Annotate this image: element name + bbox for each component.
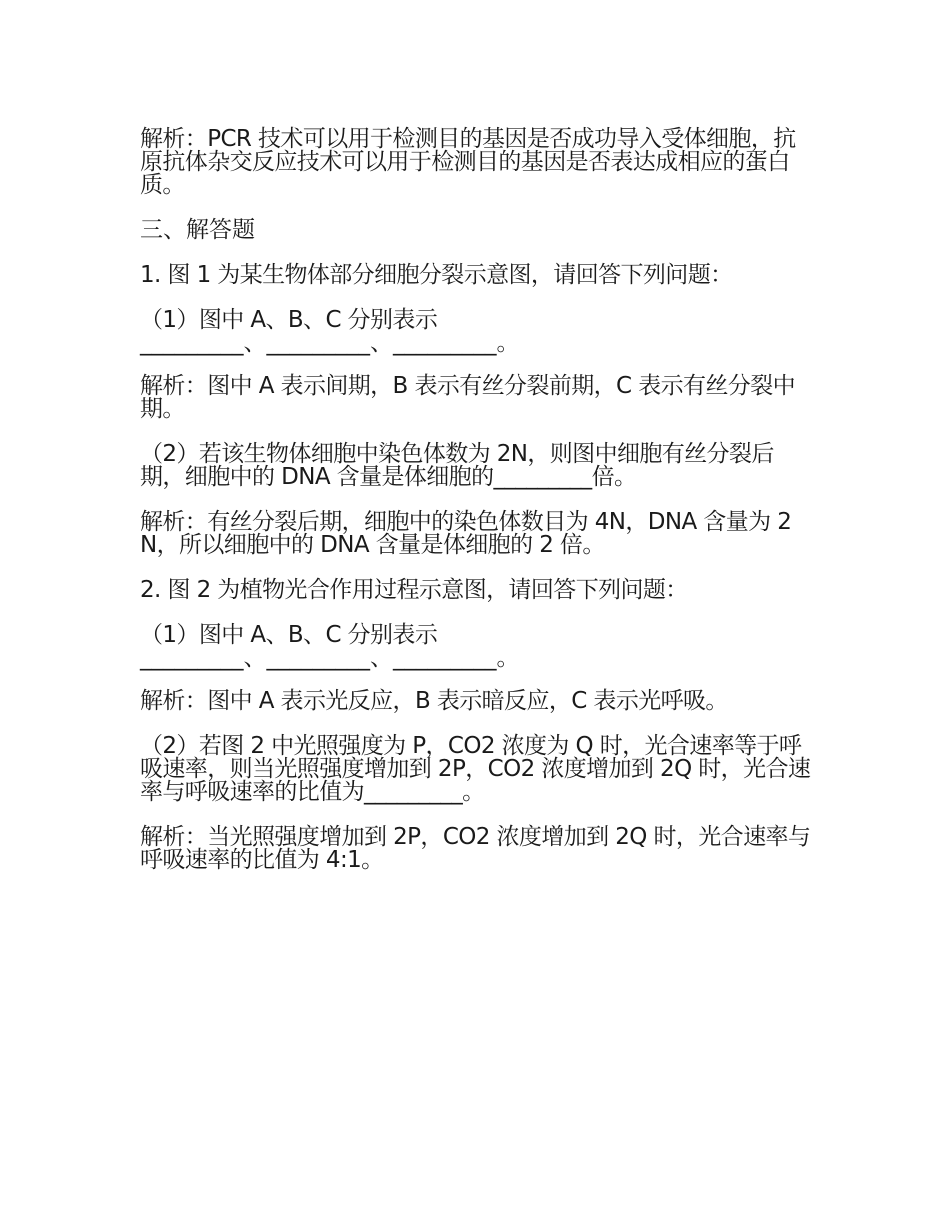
question-2-part-1-text: （1）图中 A、B、C 分别表示 [140, 622, 438, 648]
question-2-title: 2. 图 2 为植物光合作用过程示意图，请回答下列问题： [140, 577, 688, 603]
question-1-part-1-answer: 解析：图中 A 表示间期，B 表示有丝分裂前期，C 表示有丝分裂中期。 [140, 373, 796, 422]
question-1-part-2-answer: 解析：有丝分裂后期，细胞中的染色体数目为 4N，DNA 含量为 2N，所以细胞中的 DNA 含量是体细胞的 2 倍。 [140, 509, 792, 558]
section-heading: 三、解答题 [140, 217, 255, 243]
question-1-part-2: （2）若该生物体细胞中染色体数为 2N，则图中细胞有丝分裂后期，细胞中的 DNA 含量是体细胞的_________倍。 [140, 441, 774, 490]
question-2-part-2: （2）若图 2 中光照强度为 P，CO2 浓度为 Q 时，光合速率等于呼吸速率，则当光照强度增加到 2P，CO2 浓度增加到 2Q 时，光合速率与呼吸速率的比值为_________。 [140, 733, 811, 805]
question-2-part-1-blanks: _________、_________、_________。 [140, 645, 520, 671]
answer-paragraph-pcr: 解析：PCR 技术可以用于检测目的基因是否成功导入受体细胞，抗原抗体杂交反应技术可以用于检测目的基因是否表达成相应的蛋白质。 [140, 126, 796, 198]
question-1-part-1 [140, 309, 812, 355]
question-1-title: 1. 图 1 为某生物体部分细胞分裂示意图，请回答下列问题： [140, 262, 733, 288]
question-2-part-2-answer: 解析：当光照强度增加到 2P，CO2 浓度增加到 2Q 时，光合速率与呼吸速率的比值为 4:1。 [140, 824, 811, 873]
question-1-part-1-blanks: _________、_________、_________。 [140, 330, 520, 356]
question-2-part-1 [140, 624, 812, 670]
question-1-part-1-text: （1）图中 A、B、C 分别表示 [140, 307, 438, 333]
document-page [140, 128, 812, 894]
question-2-part-1-answer: 解析：图中 A 表示光反应，B 表示暗反应，C 表示光呼吸。 [140, 688, 728, 714]
